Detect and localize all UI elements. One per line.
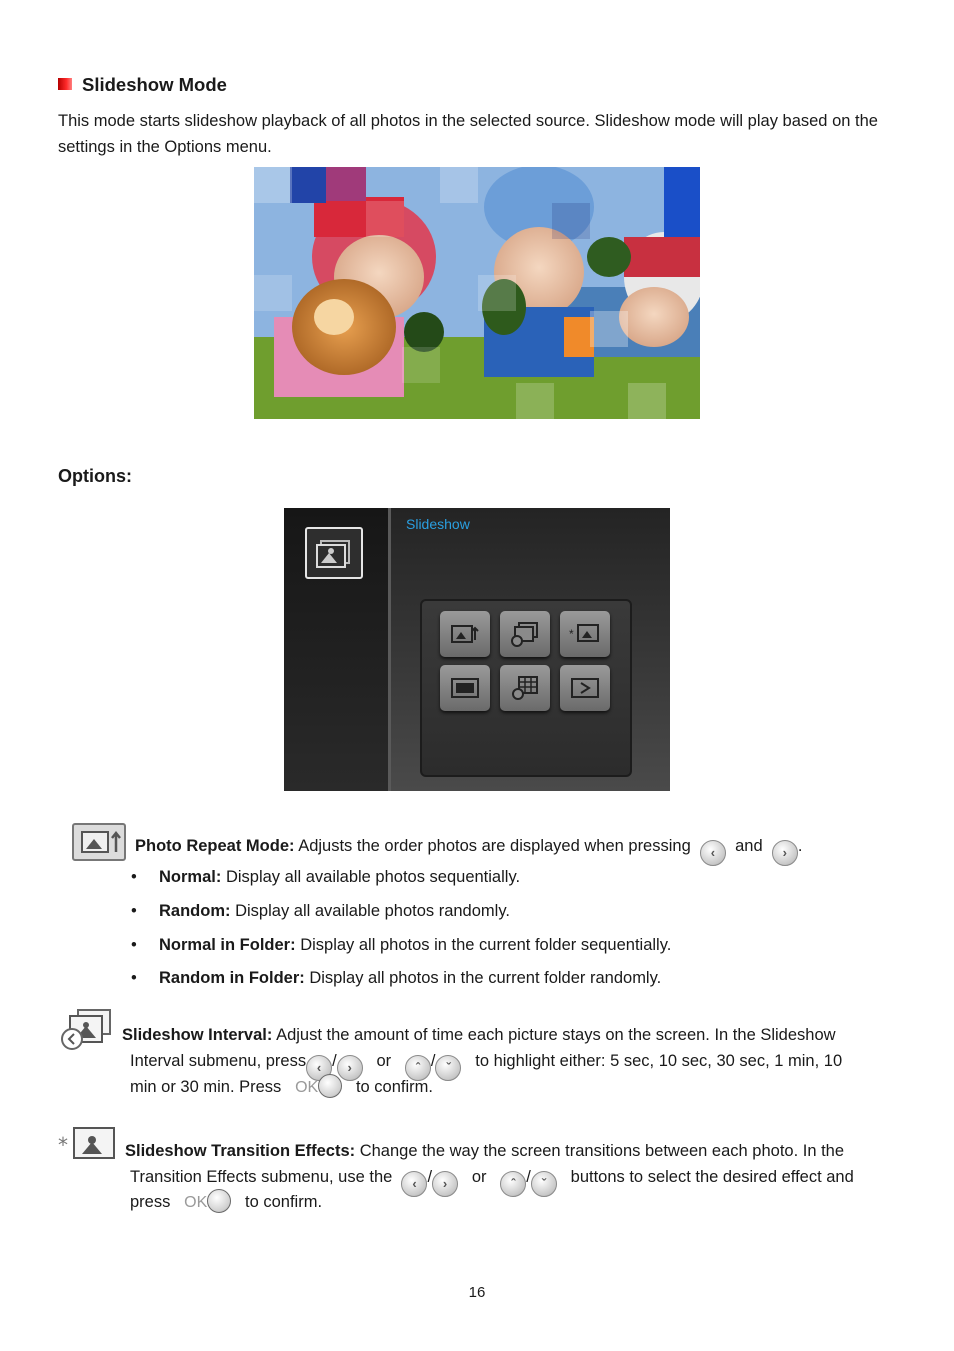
up-arrow-icon: ˆ bbox=[500, 1171, 526, 1197]
transition-effects-icon bbox=[58, 1126, 118, 1167]
photo-repeat-description bbox=[135, 833, 802, 866]
list-item bbox=[159, 898, 510, 924]
intro-paragraph: This mode starts slideshow playback of all photos in the selected source. Slideshow mode will play based on the settings in the Options menu. bbox=[58, 112, 878, 156]
right-arrow-icon: › bbox=[432, 1171, 458, 1197]
slash: / bbox=[430, 1052, 436, 1070]
photo-repeat-and: and bbox=[735, 837, 763, 855]
options-label: Options: bbox=[58, 466, 132, 486]
red-bullet-icon bbox=[58, 78, 72, 90]
photo-repeat-mode-icon bbox=[72, 822, 126, 867]
slash: / bbox=[526, 1168, 531, 1186]
or-text: or bbox=[471, 1168, 487, 1186]
confirm-text: to confirm. bbox=[245, 1193, 323, 1211]
interval-line2a: Interval submenu, press bbox=[130, 1052, 307, 1070]
transition-title: Slideshow Transition Effects: bbox=[125, 1142, 356, 1160]
transition-line2b: buttons to select the desired effect and bbox=[570, 1168, 854, 1186]
transition-effects-button[interactable] bbox=[560, 611, 610, 657]
or-text: or bbox=[376, 1052, 392, 1070]
svg-text:*: * bbox=[58, 1133, 68, 1157]
up-arrow-icon: ˆ bbox=[405, 1055, 431, 1081]
item-text: Display all photos in the current folder sequentially. bbox=[300, 936, 672, 954]
interval-line-1 bbox=[122, 1022, 836, 1048]
ok-label: OK bbox=[184, 1194, 208, 1211]
right-arrow-icon: › bbox=[772, 840, 798, 866]
interval-line1-text: Adjust the amount of time each picture stays on the screen. In the Slideshow bbox=[276, 1026, 836, 1044]
item-label: Normal in Folder: bbox=[159, 936, 296, 954]
left-arrow-icon: ‹ bbox=[700, 840, 726, 866]
item-label: Normal: bbox=[159, 868, 222, 886]
list-item bbox=[159, 864, 520, 890]
options-menu-screenshot bbox=[284, 508, 670, 791]
item-text: Display all available photos sequentially. bbox=[225, 868, 521, 886]
svg-text:*: * bbox=[569, 627, 574, 641]
ok-button-icon bbox=[207, 1189, 231, 1213]
display-mode-button[interactable] bbox=[440, 665, 490, 711]
transition-line3a: press bbox=[130, 1193, 171, 1211]
slideshow-interval-icon bbox=[60, 1008, 114, 1057]
interval-title: Slideshow Interval: bbox=[122, 1026, 273, 1044]
menu-title: Slideshow bbox=[406, 516, 470, 532]
right-arrow-icon: › bbox=[337, 1055, 363, 1081]
slideshow-interval-button[interactable] bbox=[500, 611, 550, 657]
photo-repeat-end: . bbox=[797, 837, 803, 855]
transition-line-3 bbox=[130, 1189, 322, 1216]
slash: / bbox=[427, 1168, 433, 1186]
interval-line-3 bbox=[130, 1074, 433, 1101]
schedule-button[interactable] bbox=[500, 665, 550, 711]
item-text: Display all photos in the current folder randomly. bbox=[309, 969, 662, 987]
transition-line-1 bbox=[125, 1138, 844, 1164]
ok-button-icon bbox=[318, 1074, 342, 1098]
item-label: Random: bbox=[159, 902, 231, 920]
interval-line2b: to highlight either: 5 sec, 10 sec, 30 sec, 1 min, 10 bbox=[475, 1052, 843, 1070]
down-arrow-icon: ˇ bbox=[435, 1055, 461, 1081]
transition-line2a: Transition Effects submenu, use the bbox=[130, 1168, 393, 1186]
slash: / bbox=[332, 1052, 337, 1070]
exit-button[interactable] bbox=[560, 665, 610, 711]
left-arrow-icon: ‹ bbox=[306, 1055, 332, 1081]
photo-repeat-desc: Adjusts the order photos are displayed when pressing bbox=[298, 837, 691, 855]
section-title-text: Slideshow Mode bbox=[82, 74, 227, 95]
item-text: Display all available photos randomly. bbox=[235, 902, 510, 920]
item-label: Random in Folder: bbox=[159, 969, 305, 987]
photo-repeat-mode-button[interactable] bbox=[440, 611, 490, 657]
left-arrow-icon: ‹ bbox=[401, 1171, 427, 1197]
list-item bbox=[159, 932, 671, 958]
interval-line3a: min or 30 min. Press bbox=[130, 1078, 282, 1096]
list-item bbox=[159, 965, 661, 991]
confirm-text: to confirm. bbox=[355, 1078, 433, 1096]
photo-repeat-title: Photo Repeat Mode: bbox=[135, 837, 295, 855]
options-panel bbox=[420, 599, 632, 777]
down-arrow-icon: ˇ bbox=[531, 1171, 557, 1197]
collage-art bbox=[254, 167, 700, 419]
slideshow-collage-image bbox=[254, 167, 700, 419]
transition-line1-text: Change the way the screen transitions between each photo. In the bbox=[359, 1142, 845, 1160]
menu-sidebar bbox=[284, 508, 391, 791]
slideshow-icon bbox=[305, 527, 363, 579]
section-title bbox=[58, 74, 227, 96]
ok-label: OK bbox=[295, 1079, 319, 1096]
page-number: 16 bbox=[468, 1284, 486, 1301]
